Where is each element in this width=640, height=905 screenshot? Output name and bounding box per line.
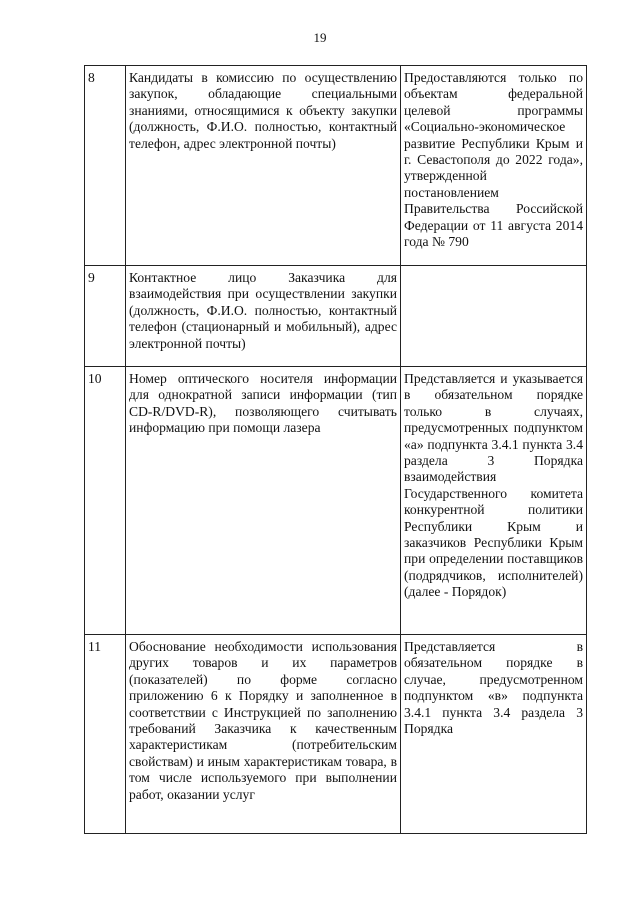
row-note: Представляется и указывается в обязательном порядке только в случаях, предусмотренных подпунктом «а» подпункта 3.4.1 пункта 3.4 раздела 3 Порядка взаимодействия Государственного комитета конкурентной политики Республики Крым и заказчиков Республики Крым при определении поставщиков (подрядчиков, исполнителей) (далее - Порядок) [401,367,587,635]
table-row [85,367,587,635]
table-row [85,635,587,834]
row-note: Представляется в обязательном порядке в случае, предусмотренном подпунктом «в» подпункта 3.4.1 пункта 3.4 раздела 3 Порядка [401,635,587,834]
row-note [401,266,587,367]
requirements-table [84,65,587,834]
row-description: Обоснование необходимости использования других товаров и их параметров (показателей) по форме согласно приложению 6 к Порядку и заполненное в соответствии с Инструкцией по заполнению требований Заказчика к качественным характеристикам (потребительским свойствам) и иным характеристикам товара, в том числе используемого при выполнении работ, оказании услуг [126,635,401,834]
row-note: Предоставляются только по объектам федеральной целевой программы «Социально-экономическое развитие Республики Крым и г. Севастополя до 2022 года», утвержденной постановлением Правительства Российской Федерации от 11 августа 2014 года № 790 [401,66,587,266]
row-description: Номер оптического носителя информации для однократной записи информации (тип CD-R/DVD-R), позволяющего считывать информацию при помощи лазера [126,367,401,635]
row-description: Контактное лицо Заказчика для взаимодействия при осуществлении закупки (должность, Ф.И.О. полностью, контактный телефон (стационарный и мобильный), адрес электронной почты) [126,266,401,367]
row-description: Кандидаты в комиссию по осуществлению закупок, обладающие специальными знаниями, относящимися к объекту закупки (должность, Ф.И.О. полностью, контактный телефон, адрес электронной почты) [126,66,401,266]
row-number: 9 [85,266,126,367]
table-row [85,266,587,367]
row-number: 10 [85,367,126,635]
row-number: 8 [85,66,126,266]
page-number: 19 [313,30,327,45]
row-number: 11 [85,635,126,834]
table-row [85,66,587,266]
